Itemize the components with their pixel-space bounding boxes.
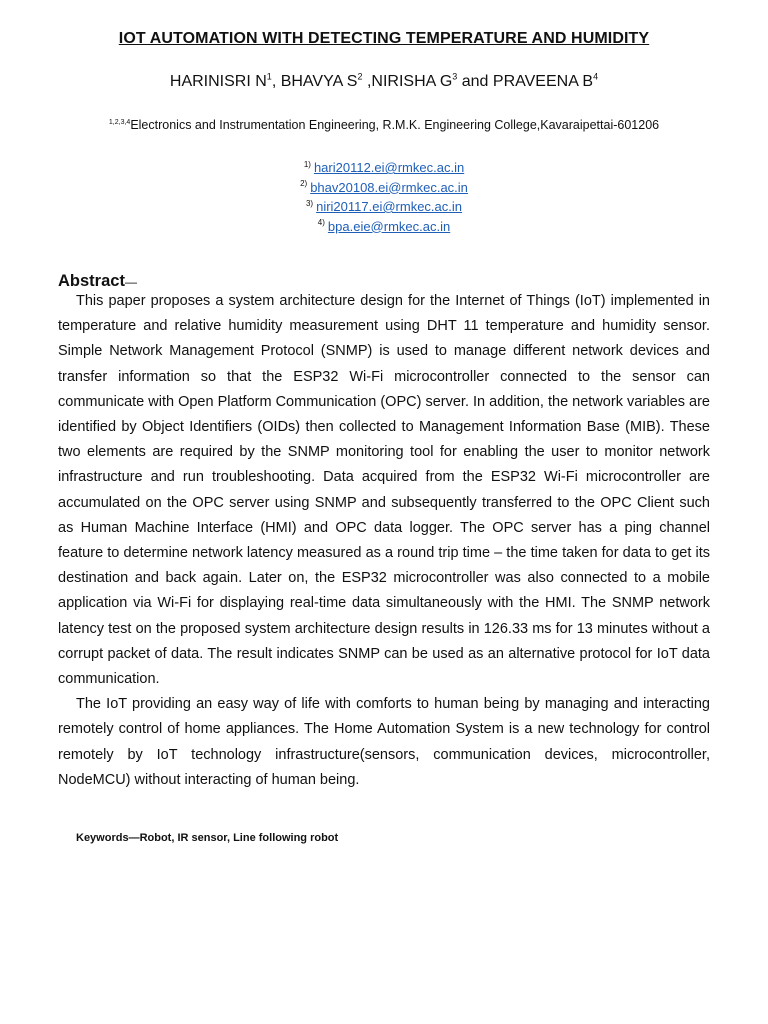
author-superscript: 1 — [266, 71, 272, 82]
affiliation-text: Electronics and Instrumentation Engineering, R.M.K. Engineering College,Kavaraipettai-601206 — [130, 118, 660, 132]
email-line — [0, 197, 768, 217]
email-link[interactable]: bpa.eie@rmkec.ac.in — [327, 218, 451, 234]
affiliation — [0, 118, 768, 132]
email-marker: 4) — [317, 218, 325, 228]
author-superscript: 4 — [593, 71, 599, 82]
abstract-heading-dash: — — [124, 275, 137, 289]
author-superscript: 2 — [357, 71, 363, 82]
author-name: PRAVEENA B — [492, 73, 594, 90]
abstract-paragraph: This paper proposes a system architecture design for the Internet of Things (IoT) implemented in temperature and relative humidity measurement using DHT 11 temperature and humidity sensor. Simple Network Management Protocol (SNMP) is used to manage different network devices and transfer information so that the ESP32 Wi-Fi microcontroller connected to the sensor can communicate with Open Platform Communication (OPC) server. In addition, the network variables are identified by Object Identifiers (OIDs) then collected to Management Information Base (MIB). These two elements are required by the SNMP monitoring tool for enabling the user to monitor network infrastructure and run troubleshooting. Data acquired from the ESP32 Wi-Fi microcontroller are accumulated on the OPC server using SNMP and subsequently transferred to the OPC Client such as Human Machine Interface (HMI) and OPC data logger. The OPC server has a ping channel feature to determine network latency measured as a round trip time – the time taken for data to get its destination and back again. Later on, the ESP32 microcontroller was also connected to a mobile application via Wi-Fi for displaying real-time data simultaneously with the HMI. The SNMP network latency test on the proposed system architecture design results in 126.33 ms for 13 minutes without a corrupt packet of data. The result indicates SNMP can be used as an alternative protocol for IoT data communication. — [58, 293, 710, 688]
email-line — [0, 158, 768, 178]
author-name: NIRISHA G — [371, 73, 453, 90]
keywords-line: Keywords—Robot, IR sensor, Line following robot — [76, 832, 339, 844]
author-superscript: 3 — [452, 71, 458, 82]
author-separator: and — [457, 73, 493, 90]
affiliation-superscript: 1,2,3,4 — [108, 118, 131, 126]
author-separator: , — [271, 73, 281, 90]
email-line — [0, 178, 768, 198]
abstract-heading-text: Abstract — [58, 272, 125, 290]
email-line — [0, 217, 768, 237]
email-list — [0, 158, 768, 236]
email-link[interactable]: bhav20108.ei@rmkec.ac.in — [310, 179, 468, 195]
email-marker: 2) — [300, 179, 308, 189]
author-name: BHAVYA S — [280, 73, 358, 90]
abstract-body — [58, 289, 710, 793]
paper-title: IOT AUTOMATION WITH DETECTING TEMPERATURE AND HUMIDITY — [118, 30, 650, 47]
author-name: HARINISRI N — [169, 73, 267, 90]
email-marker: 1) — [303, 159, 311, 169]
email-marker: 3) — [305, 198, 314, 208]
abstract-paragraph: The IoT providing an easy way of life with comforts to human being by managing and interacting remotely control of home appliances. The Home Automation System is a new technology for control remotely by IoT technology infrastructure(sensors, communication devices, microcontroller, NodeMCU) without interacting of human being. — [58, 696, 710, 788]
author-list — [0, 73, 768, 91]
email-link[interactable]: hari20112.ei@rmkec.ac.in — [313, 160, 465, 175]
author-separator: , — [362, 73, 372, 90]
email-link[interactable]: niri20117.ei@rmkec.ac.in — [316, 199, 463, 214]
